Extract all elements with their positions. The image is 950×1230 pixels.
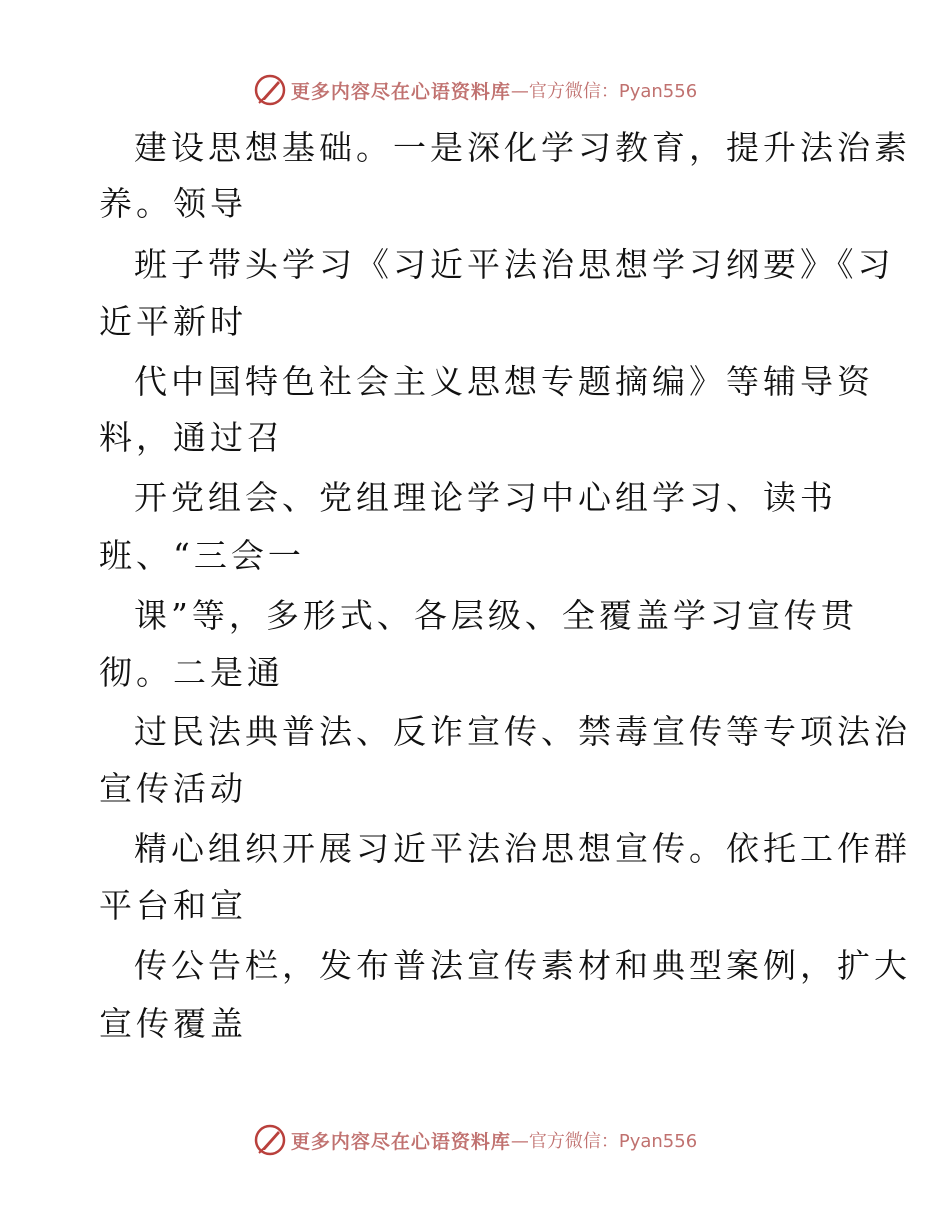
text-line: 传公告栏，发布普法宣传素材和典型案例，扩大 [134, 946, 911, 985]
banner-title: 更多内容尽在心语资料库 [290, 1130, 511, 1153]
text-line: 近平新时 [99, 302, 247, 341]
text-line: 代中国特色社会主义思想专题摘编》等辅导资 [134, 362, 874, 401]
text-line: 精心组织开展习近平法治思想宣传。依托工作群 [134, 829, 911, 868]
footer-banner [0, 1120, 950, 1160]
text-line: 班、“三会一 [99, 536, 305, 575]
text-line: 宣传覆盖 [99, 1004, 247, 1043]
text-line: 养。领导 [99, 184, 247, 223]
text-line: 建设思想基础。一是深化学习教育，提升法治素 [134, 128, 911, 167]
text-line: 宣传活动 [99, 769, 247, 808]
text-line: 过民法典普法、反诈宣传、禁毒宣传等专项法治 [134, 712, 911, 751]
text-line: 彻。二是通 [99, 653, 284, 692]
text-line: 料，通过召 [99, 418, 284, 457]
text-line: 开党组会、党组理论学习中心组学习、读书 [134, 478, 837, 517]
banner-contact: —官方微信：Pyan556 [510, 1131, 698, 1152]
text-line: 平台和宣 [99, 886, 247, 925]
text-line: 班子带头学习《习近平法治思想学习纲要》《习 [134, 245, 895, 284]
text-line: 课”等，多形式、各层级、全覆盖学习宣传贯 [134, 596, 858, 635]
banner-title: 更多内容尽在心语资料库 [290, 80, 511, 103]
banner-contact: —官方微信：Pyan556 [510, 81, 698, 102]
quill-logo-icon [253, 1123, 287, 1157]
